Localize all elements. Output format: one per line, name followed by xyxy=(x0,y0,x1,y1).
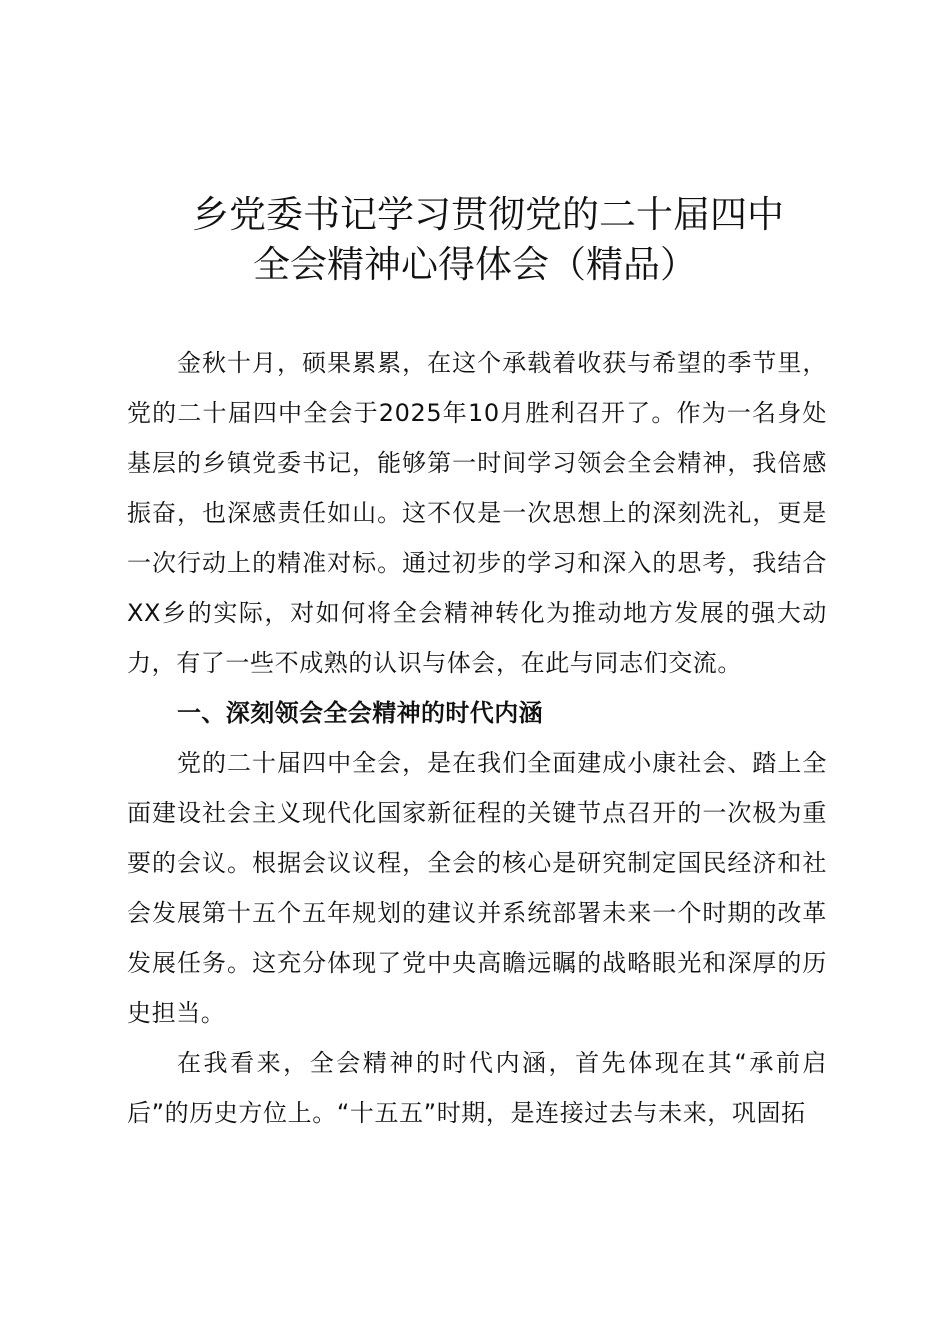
document-title-line-1: 乡党委书记学习贯彻党的二十届四中 xyxy=(192,193,784,236)
section-heading: 一、深刻领会全会精神的时代内涵 xyxy=(177,699,543,727)
document-title-line-2: 全会精神心得体会（精品） xyxy=(253,243,697,286)
document-body xyxy=(127,338,827,1138)
body-paragraph: 党的二十届四中全会，是在我们全面建成小康社会、踏上全面建设社会主义现代化国家新征程的关键节点召开的一次极为重要的会议。根据会议议程，全会的核心是研究制定国民经济和社会发展第十五个五年规划的建议并系统部署未来一个时期的改革发展任务。这充分体现了党中央高瞻远瞩的战略眼光和深厚的历史担当。 xyxy=(127,749,827,1027)
intro-paragraph: 金秋十月，硕果累累，在这个承载着收获与希望的季节里，党的二十届四中全会于2025年10月胜利召开了。作为一名身处基层的乡镇党委书记，能够第一时间学习领会全会精神，我倍感振奋，也深感责任如山。这不仅是一次思想上的深刻洗礼，更是一次行动上的精准对标。通过初步的学习和深入的思考，我结合XX乡的实际，对如何将全会精神转化为推动地方发展的强大动力，有了一些不成熟的认识与体会，在此与同志们交流。 xyxy=(127,349,827,677)
body-paragraph: 在我看来，全会精神的时代内涵，首先体现在其“承前启后”的历史方位上。“十五五”时期，是连接过去与未来，巩固拓 xyxy=(127,1049,827,1127)
